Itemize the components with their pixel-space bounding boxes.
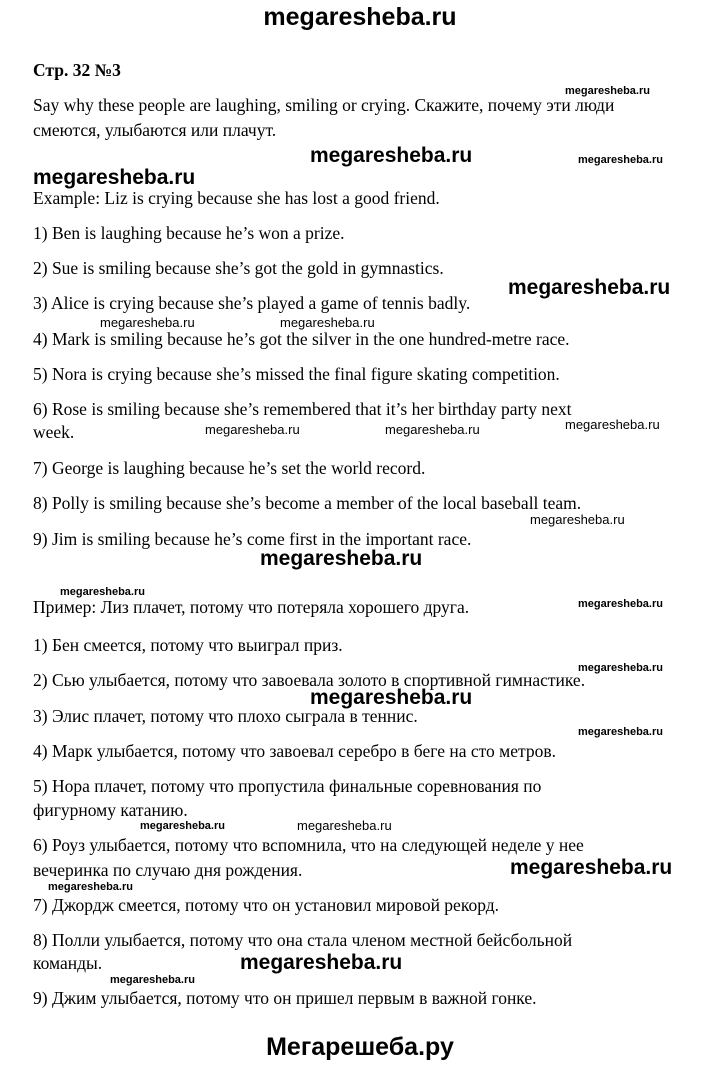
watermark: megaresheba.ru — [260, 547, 423, 570]
instruction-line: Say why these people are laughing, smiling or crying. Скажите, почему эти люди — [33, 95, 615, 115]
answer-ru: 1) Бен смеется, потому что выиграл приз. — [33, 635, 343, 655]
answer-en: 6) Rose is smiling because she’s remembered that it’s her birthday party next — [33, 399, 572, 419]
example-ru: Пример: Лиз плачет, потому что потеряла хорошего друга. — [33, 597, 470, 617]
watermark: megaresheba.ru — [310, 686, 473, 709]
site-footer: Мегарешеба.ру — [266, 1033, 454, 1061]
watermark: megaresheba.ru — [310, 144, 473, 167]
watermark: megaresheba.ru — [510, 856, 673, 879]
instruction-line: смеются, улыбаются или плачут. — [33, 120, 277, 140]
answer-ru: 4) Марк улыбается, потому что завоевал серебро в беге на сто метров. — [33, 741, 556, 761]
answer-ru: 7) Джордж смеется, потому что он установил мировой рекорд. — [33, 895, 499, 915]
example-en: Example: Liz is crying because she has lost a good friend. — [33, 188, 440, 208]
answer-en: 8) Polly is smiling because she’s become a member of the local baseball team. — [33, 493, 582, 513]
answer-ru: 5) Нора плачет, потому что пропустила финальные соревнования по — [33, 776, 542, 796]
answer-ru: 9) Джим улыбается, потому что он пришел первым в важной гонке. — [33, 988, 537, 1008]
watermark: megaresheba.ru — [205, 422, 300, 437]
answer-en: 2) Sue is smiling because she’s got the gold in gymnastics. — [33, 258, 444, 278]
watermark: megaresheba.ru — [530, 512, 625, 527]
watermark: megaresheba.ru — [565, 417, 660, 432]
watermark: megaresheba.ru — [578, 154, 663, 166]
watermark: megaresheba.ru — [297, 818, 392, 833]
answer-ru: 6) Роуз улыбается, потому что вспомнила, что на следующей неделе у нее — [33, 835, 584, 855]
answer-ru: 2) Сью улыбается, потому что завоевала золото в спортивной гимнастике. — [33, 670, 586, 690]
watermark: megaresheba.ru — [385, 422, 480, 437]
answer-ru: команды. — [33, 953, 103, 973]
answer-en: 5) Nora is crying because she’s missed the final figure skating competition. — [33, 364, 560, 384]
answer-en: week. — [33, 422, 75, 442]
watermark: megaresheba.ru — [240, 951, 403, 974]
watermark: megaresheba.ru — [565, 85, 650, 97]
watermark: megaresheba.ru — [578, 662, 663, 674]
answer-ru: 3) Элис плачет, потому что плохо сыграла в теннис. — [33, 706, 418, 726]
watermark: megaresheba.ru — [578, 598, 663, 610]
watermark: megaresheba.ru — [140, 820, 225, 832]
site-header: megaresheba.ru — [263, 3, 457, 31]
answer-en: 4) Mark is smiling because he’s got the silver in the one hundred-metre race. — [33, 329, 570, 349]
answer-ru: вечеринка по случаю дня рождения. — [33, 860, 303, 880]
watermark: megaresheba.ru — [60, 586, 145, 598]
answer-ru: 8) Полли улыбается, потому что она стала членом местной бейсбольной — [33, 930, 573, 950]
answer-ru: фигурному катанию. — [33, 800, 188, 820]
watermark: megaresheba.ru — [110, 974, 195, 986]
page-title: Стр. 32 №3 — [33, 60, 121, 80]
watermark: megaresheba.ru — [508, 276, 671, 299]
watermark: megaresheba.ru — [280, 315, 375, 330]
watermark: megaresheba.ru — [33, 166, 196, 189]
answer-en: 3) Alice is crying because she’s played a game of tennis badly. — [33, 293, 471, 313]
answer-en: 9) Jim is smiling because he’s come first in the important race. — [33, 529, 472, 549]
watermark: megaresheba.ru — [578, 726, 663, 738]
answer-en: 1) Ben is laughing because he’s won a prize. — [33, 223, 345, 243]
watermark: megaresheba.ru — [100, 315, 195, 330]
answer-en: 7) George is laughing because he’s set the world record. — [33, 458, 426, 478]
watermark: megaresheba.ru — [48, 881, 133, 893]
